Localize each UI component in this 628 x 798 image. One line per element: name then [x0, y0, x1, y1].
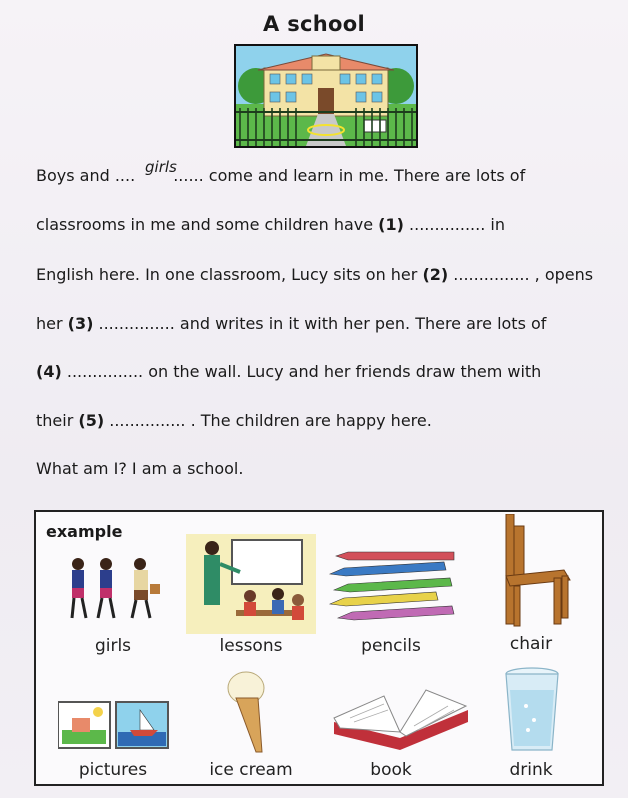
blank-3[interactable]: ............... [93, 314, 180, 333]
example-label: example [46, 522, 123, 541]
text-line-5: (4) ............... on the wall. Lucy and her friends draw them with [36, 362, 542, 381]
pencils-picture [326, 548, 456, 624]
ice-cream-picture [224, 668, 278, 754]
text-line-4: her (3) ............... and writes in it with her pen. There are lots of [36, 314, 547, 333]
blank-4[interactable]: ............... [61, 362, 149, 381]
chair-picture [492, 514, 572, 628]
word-item-pencils [326, 548, 456, 660]
word-label: pictures [78, 760, 148, 780]
word-item-pictures [48, 694, 178, 784]
word-box [34, 510, 604, 786]
word-item-ice-cream [186, 668, 316, 784]
word-label: book [370, 760, 412, 780]
text-line-2: classrooms in me and some children have (1) ............... in [36, 215, 505, 234]
word-item-girls [48, 548, 178, 660]
page-title: A school [263, 12, 365, 36]
word-item-drink [466, 664, 596, 784]
pictures-picture [58, 700, 170, 750]
drink-picture [504, 666, 560, 754]
word-item-book [326, 688, 476, 784]
word-label: chair [509, 634, 553, 654]
word-label: ice cream [209, 760, 293, 780]
word-item-lessons [186, 532, 316, 660]
word-label: drink [509, 760, 553, 780]
blank-2[interactable]: ............... [448, 265, 535, 284]
text-line-1: Boys and .... ...... come and learn in me. There are lots of [36, 166, 526, 185]
word-label: girls [94, 636, 132, 656]
text-line-6: their (5) ............... . The children are happy here. [36, 411, 432, 430]
school-illustration [234, 44, 418, 148]
handwritten-answer: girls [145, 158, 177, 176]
girls-picture [60, 554, 166, 624]
word-label: lessons [219, 636, 283, 656]
blank-5[interactable]: ............... [104, 411, 191, 430]
word-label: pencils [361, 636, 421, 656]
blank-1[interactable]: ............... [403, 215, 491, 234]
text-line-7: What am I? I am a school. [36, 459, 244, 478]
text-line-3: English here. In one classroom, Lucy sits on her (2) ............... , opens [36, 265, 594, 284]
lessons-picture [186, 534, 316, 634]
word-item-chair [466, 512, 596, 660]
book-picture [330, 688, 472, 754]
